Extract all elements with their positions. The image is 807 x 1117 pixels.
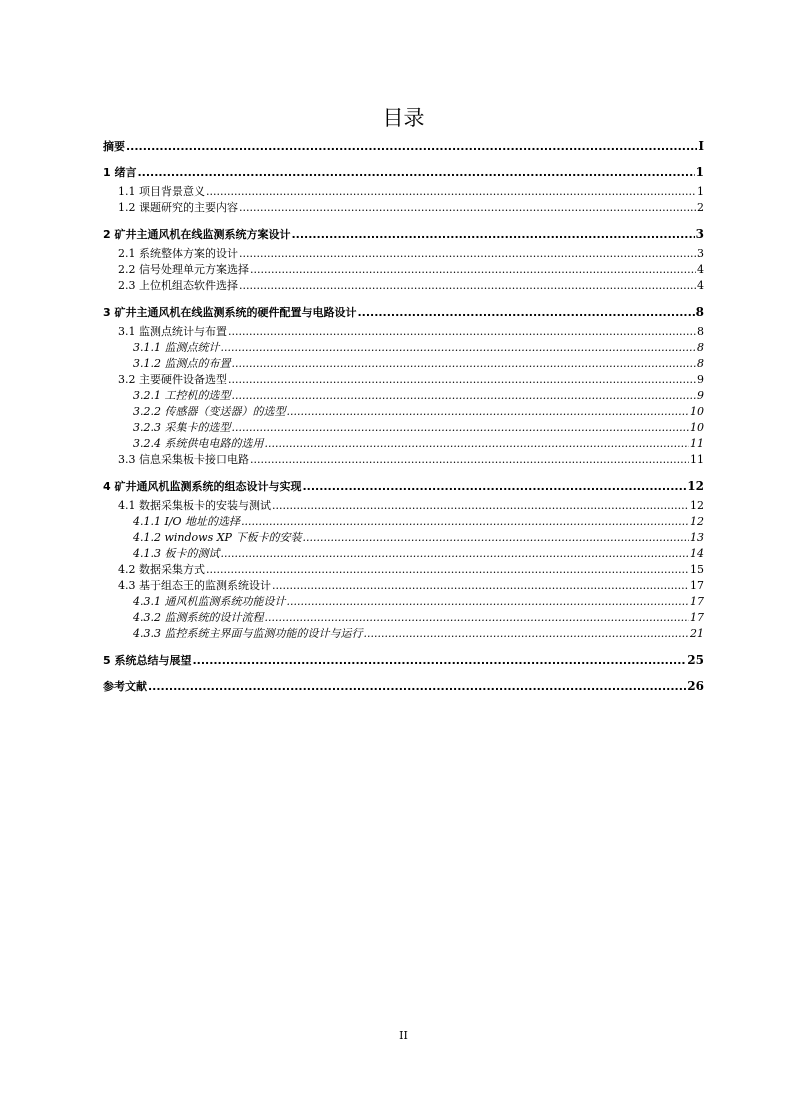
- toc-entry-label: 摘要: [103, 140, 125, 153]
- toc-entry[interactable]: [103, 514, 704, 530]
- toc-entry-label: 1.2 课题研究的主要内容: [118, 201, 238, 214]
- toc-entry-label: 4.3.1 通风机监测系统功能设计: [133, 595, 286, 608]
- toc-entry-page: 8: [697, 341, 704, 354]
- toc-leader-dots: [272, 578, 689, 594]
- toc-entry[interactable]: [103, 562, 704, 578]
- toc-entry-label: 1.1 项目背景意义: [118, 185, 205, 198]
- toc-entry[interactable]: [103, 200, 704, 216]
- toc-leader-dots: [265, 436, 690, 452]
- toc-entry-page: 4: [697, 263, 704, 276]
- toc-leader-dots: [241, 514, 689, 530]
- toc-entry-page: 10: [690, 405, 704, 418]
- toc-entry-page: 8: [697, 357, 704, 370]
- toc-leader-dots: [287, 594, 690, 610]
- toc-leader-dots: [250, 262, 696, 278]
- toc-entry-label: 3.2 主要硬件设备选型: [118, 373, 227, 386]
- toc-entry-label: 4.2 数据采集方式: [118, 563, 205, 576]
- toc-entry[interactable]: [103, 246, 704, 262]
- toc-entry-page: 3: [697, 247, 704, 260]
- toc-entry[interactable]: [103, 478, 704, 494]
- toc-entry-label: 3.2.1 工控机的选型: [133, 389, 231, 402]
- toc-leader-dots: [232, 420, 690, 436]
- toc-entry[interactable]: [103, 372, 704, 388]
- toc-entry-page: 25: [687, 653, 704, 667]
- toc-entry-page: 14: [690, 547, 704, 560]
- toc-leader-dots: [221, 546, 690, 562]
- toc-leader-dots: [192, 653, 686, 669]
- toc-entry[interactable]: [103, 436, 704, 452]
- toc-entry[interactable]: [103, 420, 704, 436]
- toc-leader-dots: [272, 498, 689, 514]
- toc-leader-dots: [228, 372, 696, 388]
- toc-entry-page: 4: [697, 279, 704, 292]
- toc-entry-page: 1: [695, 165, 704, 179]
- toc-entry-label: 4.3.2 监测系统的设计流程: [133, 611, 264, 624]
- toc-leader-dots: [239, 246, 696, 262]
- toc-entry-label: 5 系统总结与展望: [103, 654, 192, 667]
- toc-entry-label: 1 绪言: [103, 166, 137, 179]
- toc-entry-label: 4.3 基于组态王的监测系统设计: [118, 579, 271, 592]
- toc-entry[interactable]: [103, 340, 704, 356]
- toc-entry-page: 11: [690, 453, 704, 466]
- toc-entry-label: 3.2.2 传感器（变送器）的选型: [133, 405, 286, 418]
- toc-entry[interactable]: [103, 164, 704, 180]
- toc-leader-dots: [228, 324, 696, 340]
- toc-entry-label: 4.1.3 板卡的测试: [133, 547, 220, 560]
- toc-entry-page: 10: [690, 421, 704, 434]
- toc-entry[interactable]: [103, 226, 704, 242]
- toc-leader-dots: [239, 200, 696, 216]
- toc-leader-dots: [302, 479, 686, 495]
- toc-leader-dots: [206, 562, 689, 578]
- toc-leader-dots: [357, 305, 694, 321]
- toc-entry-label: 4 矿井通风机监测系统的组态设计与实现: [103, 480, 302, 493]
- toc-entry-page: 17: [690, 579, 704, 592]
- toc-leader-dots: [148, 679, 686, 695]
- toc-leader-dots: [239, 278, 696, 294]
- toc-leader-dots: [232, 388, 697, 404]
- toc-entry[interactable]: [103, 262, 704, 278]
- toc-entry[interactable]: [103, 498, 704, 514]
- toc-entry-page: 11: [690, 437, 704, 450]
- toc-leader-dots: [206, 184, 696, 200]
- toc-entry-label: 3.1 监测点统计与布置: [118, 325, 227, 338]
- toc-leader-dots: [137, 165, 694, 181]
- toc-entry[interactable]: [103, 388, 704, 404]
- toc-leader-dots: [221, 340, 697, 356]
- toc-entry[interactable]: [103, 138, 704, 154]
- page-title: 目录: [382, 106, 425, 130]
- toc-entry[interactable]: [103, 678, 704, 694]
- toc-entry-page: 8: [695, 305, 704, 319]
- toc-leader-dots: [287, 404, 690, 420]
- toc-entry-page: 12: [690, 515, 704, 528]
- toc-entry-label: 2.2 信号处理单元方案选择: [118, 263, 249, 276]
- toc-entry-label: 3 矿井主通风机在线监测系统的硬件配置与电路设计: [103, 306, 357, 319]
- toc-entry[interactable]: [103, 278, 704, 294]
- toc-entry-label: 3.1.1 监测点统计: [133, 341, 220, 354]
- toc-leader-dots: [265, 610, 690, 626]
- toc-entry-page: 9: [697, 389, 704, 402]
- toc-entry-page: 3: [695, 227, 704, 241]
- toc-entry-page: 9: [697, 373, 704, 386]
- toc-entry[interactable]: [103, 594, 704, 610]
- toc-entry-label: 3.3 信息采集板卡接口电路: [118, 453, 249, 466]
- toc-entry[interactable]: [103, 184, 704, 200]
- toc-entry[interactable]: [103, 610, 704, 626]
- toc-entry-page: 17: [690, 595, 704, 608]
- toc-leader-dots: [250, 452, 689, 468]
- toc-entry-page: 21: [690, 627, 704, 640]
- table-of-contents: [103, 138, 704, 698]
- toc-entry[interactable]: [103, 626, 704, 642]
- toc-entry-page: 1: [697, 185, 704, 198]
- toc-entry[interactable]: [103, 578, 704, 594]
- toc-entry-label: 4.1.1 I/O 地址的选择: [133, 515, 241, 528]
- toc-leader-dots: [126, 139, 697, 155]
- toc-entry-label: 2.3 上位机组态软件选择: [118, 279, 238, 292]
- toc-entry[interactable]: [103, 404, 704, 420]
- toc-entry-label: 3.2.4 系统供电电路的选用: [133, 437, 264, 450]
- toc-entry[interactable]: [103, 452, 704, 468]
- toc-entry-page: 2: [697, 201, 704, 214]
- toc-entry-page: 17: [690, 611, 704, 624]
- toc-entry-page: 13: [690, 531, 704, 544]
- toc-leader-dots: [291, 227, 694, 243]
- toc-leader-dots: [302, 530, 689, 546]
- page-number-footer: II: [399, 1029, 408, 1042]
- toc-entry-label: 参考文献: [103, 680, 147, 693]
- toc-leader-dots: [232, 356, 697, 372]
- toc-entry-page: 12: [687, 479, 704, 493]
- toc-leader-dots: [363, 626, 689, 642]
- toc-entry-label: 4.1.2 windows XP 下板卡的安装: [133, 531, 302, 544]
- toc-entry-page: 26: [687, 679, 704, 693]
- toc-entry[interactable]: [103, 652, 704, 668]
- toc-entry-label: 4.3.3 监控系统主界面与监测功能的设计与运行: [133, 627, 363, 640]
- toc-entry-label: 2 矿井主通风机在线监测系统方案设计: [103, 228, 291, 241]
- toc-entry[interactable]: [103, 530, 704, 546]
- toc-entry-label: 3.1.2 监测点的布置: [133, 357, 231, 370]
- toc-entry[interactable]: [103, 304, 704, 320]
- toc-entry-page: 15: [690, 563, 704, 576]
- toc-entry[interactable]: [103, 324, 704, 340]
- toc-entry-label: 4.1 数据采集板卡的安装与测试: [118, 499, 271, 512]
- toc-entry-label: 2.1 系统整体方案的设计: [118, 247, 238, 260]
- toc-entry-label: 3.2.3 采集卡的选型: [133, 421, 231, 434]
- toc-entry[interactable]: [103, 546, 704, 562]
- toc-entry[interactable]: [103, 356, 704, 372]
- toc-entry-page: 8: [697, 325, 704, 338]
- toc-entry-page: I: [698, 139, 704, 153]
- toc-entry-page: 12: [690, 499, 704, 512]
